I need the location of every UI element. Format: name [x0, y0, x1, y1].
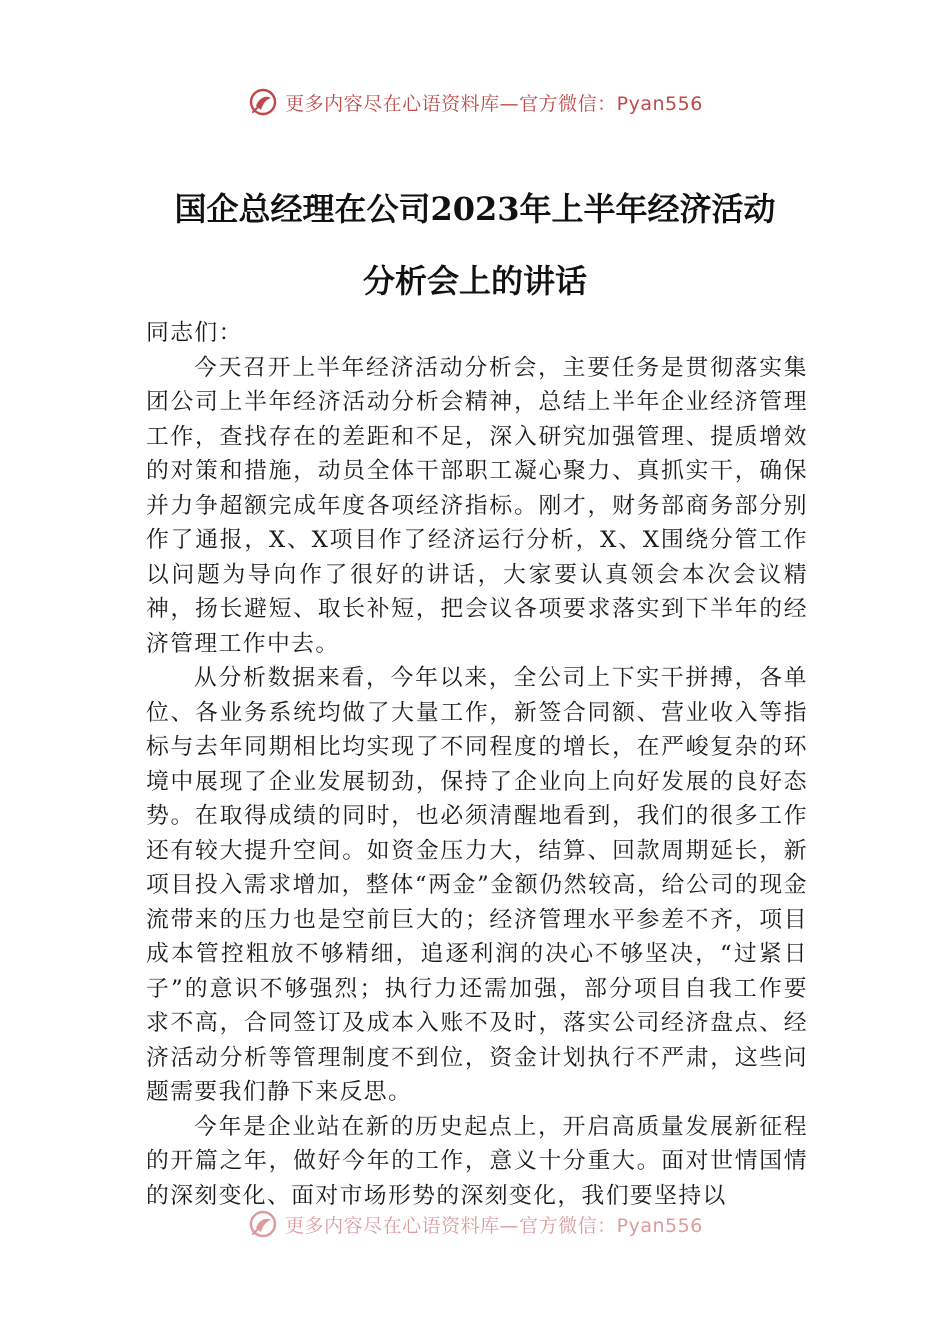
- paragraph-2: 从分析数据来看，今年以来，全公司上下实干拼搏，各单位、各业务系统均做了大量工作，新签合同额、营业收入等指标与去年同期相比均实现了不同程度的增长，在严峻复杂的环境中展现了企业发展韧劲，保持了企业向上向好发展的良好态势。在取得成绩的同时，也必须清醒地看到，我们的很多工作还有较大提升空间。如资金压力大，结算、回款周期延长，新项目投入需求增加，整体“两金”金额仍然较高，给公司的现金流带来的压力也是空前巨大的；经济管理水平参差不齐，项目成本管控粗放不够精细，追逐利润的决心不够坚决，“过紧日子”的意识不够强烈；执行力还需加强，部分项目自我工作要求不高，合同签订及成本入账不及时，落实公司经济盘点、经济活动分析等管理制度不到位，资金计划执行不严肃，这些问题需要我们静下来反思。: [146, 665, 808, 1105]
- paragraph-1: 今天召开上半年经济活动分析会，主要任务是贯彻落实集团公司上半年经济活动分析会精神，总结上半年企业经济管理工作，查找存在的差距和不足，深入研究加强管理、提质增效的对策和措施，动员全体干部职工凝心聚力、真抓实干，确保并力争超额完成年度各项经济指标。刚才，财务部商务部分别作了通报，X、X项目作了经济运行分析，X、X围绕分管工作以问题为导向作了很好的讲话，大家要认真领会本次会议精神，扬长避短、取长补短，把会议各项要求落实到下半年的经济管理工作中去。: [146, 354, 808, 657]
- paragraph-3: 今年是企业站在新的历史起点上，开启高质量发展新征程的开篇之年，做好今年的工作，意义十分重大。面对世情国情的深刻变化、面对市场形势的深刻变化，我们要坚持以: [146, 1113, 808, 1209]
- salutation: 同志们：: [146, 320, 243, 346]
- brand-logo-icon: [247, 1208, 279, 1240]
- document-title-line-1: 国企总经理在公司2023年上半年经济活动: [174, 190, 776, 228]
- document-title-line-2: 分析会上的讲话: [362, 262, 587, 300]
- watermark-text: 更多内容尽在心语资料库—官方微信：Pyan556: [285, 92, 703, 115]
- watermark-text: 更多内容尽在心语资料库—官方微信：Pyan556: [285, 1214, 703, 1237]
- footer-watermark: [0, 1204, 950, 1244]
- document-body: [146, 316, 808, 1213]
- brand-logo-icon: [247, 86, 279, 118]
- header-watermark: [0, 82, 950, 122]
